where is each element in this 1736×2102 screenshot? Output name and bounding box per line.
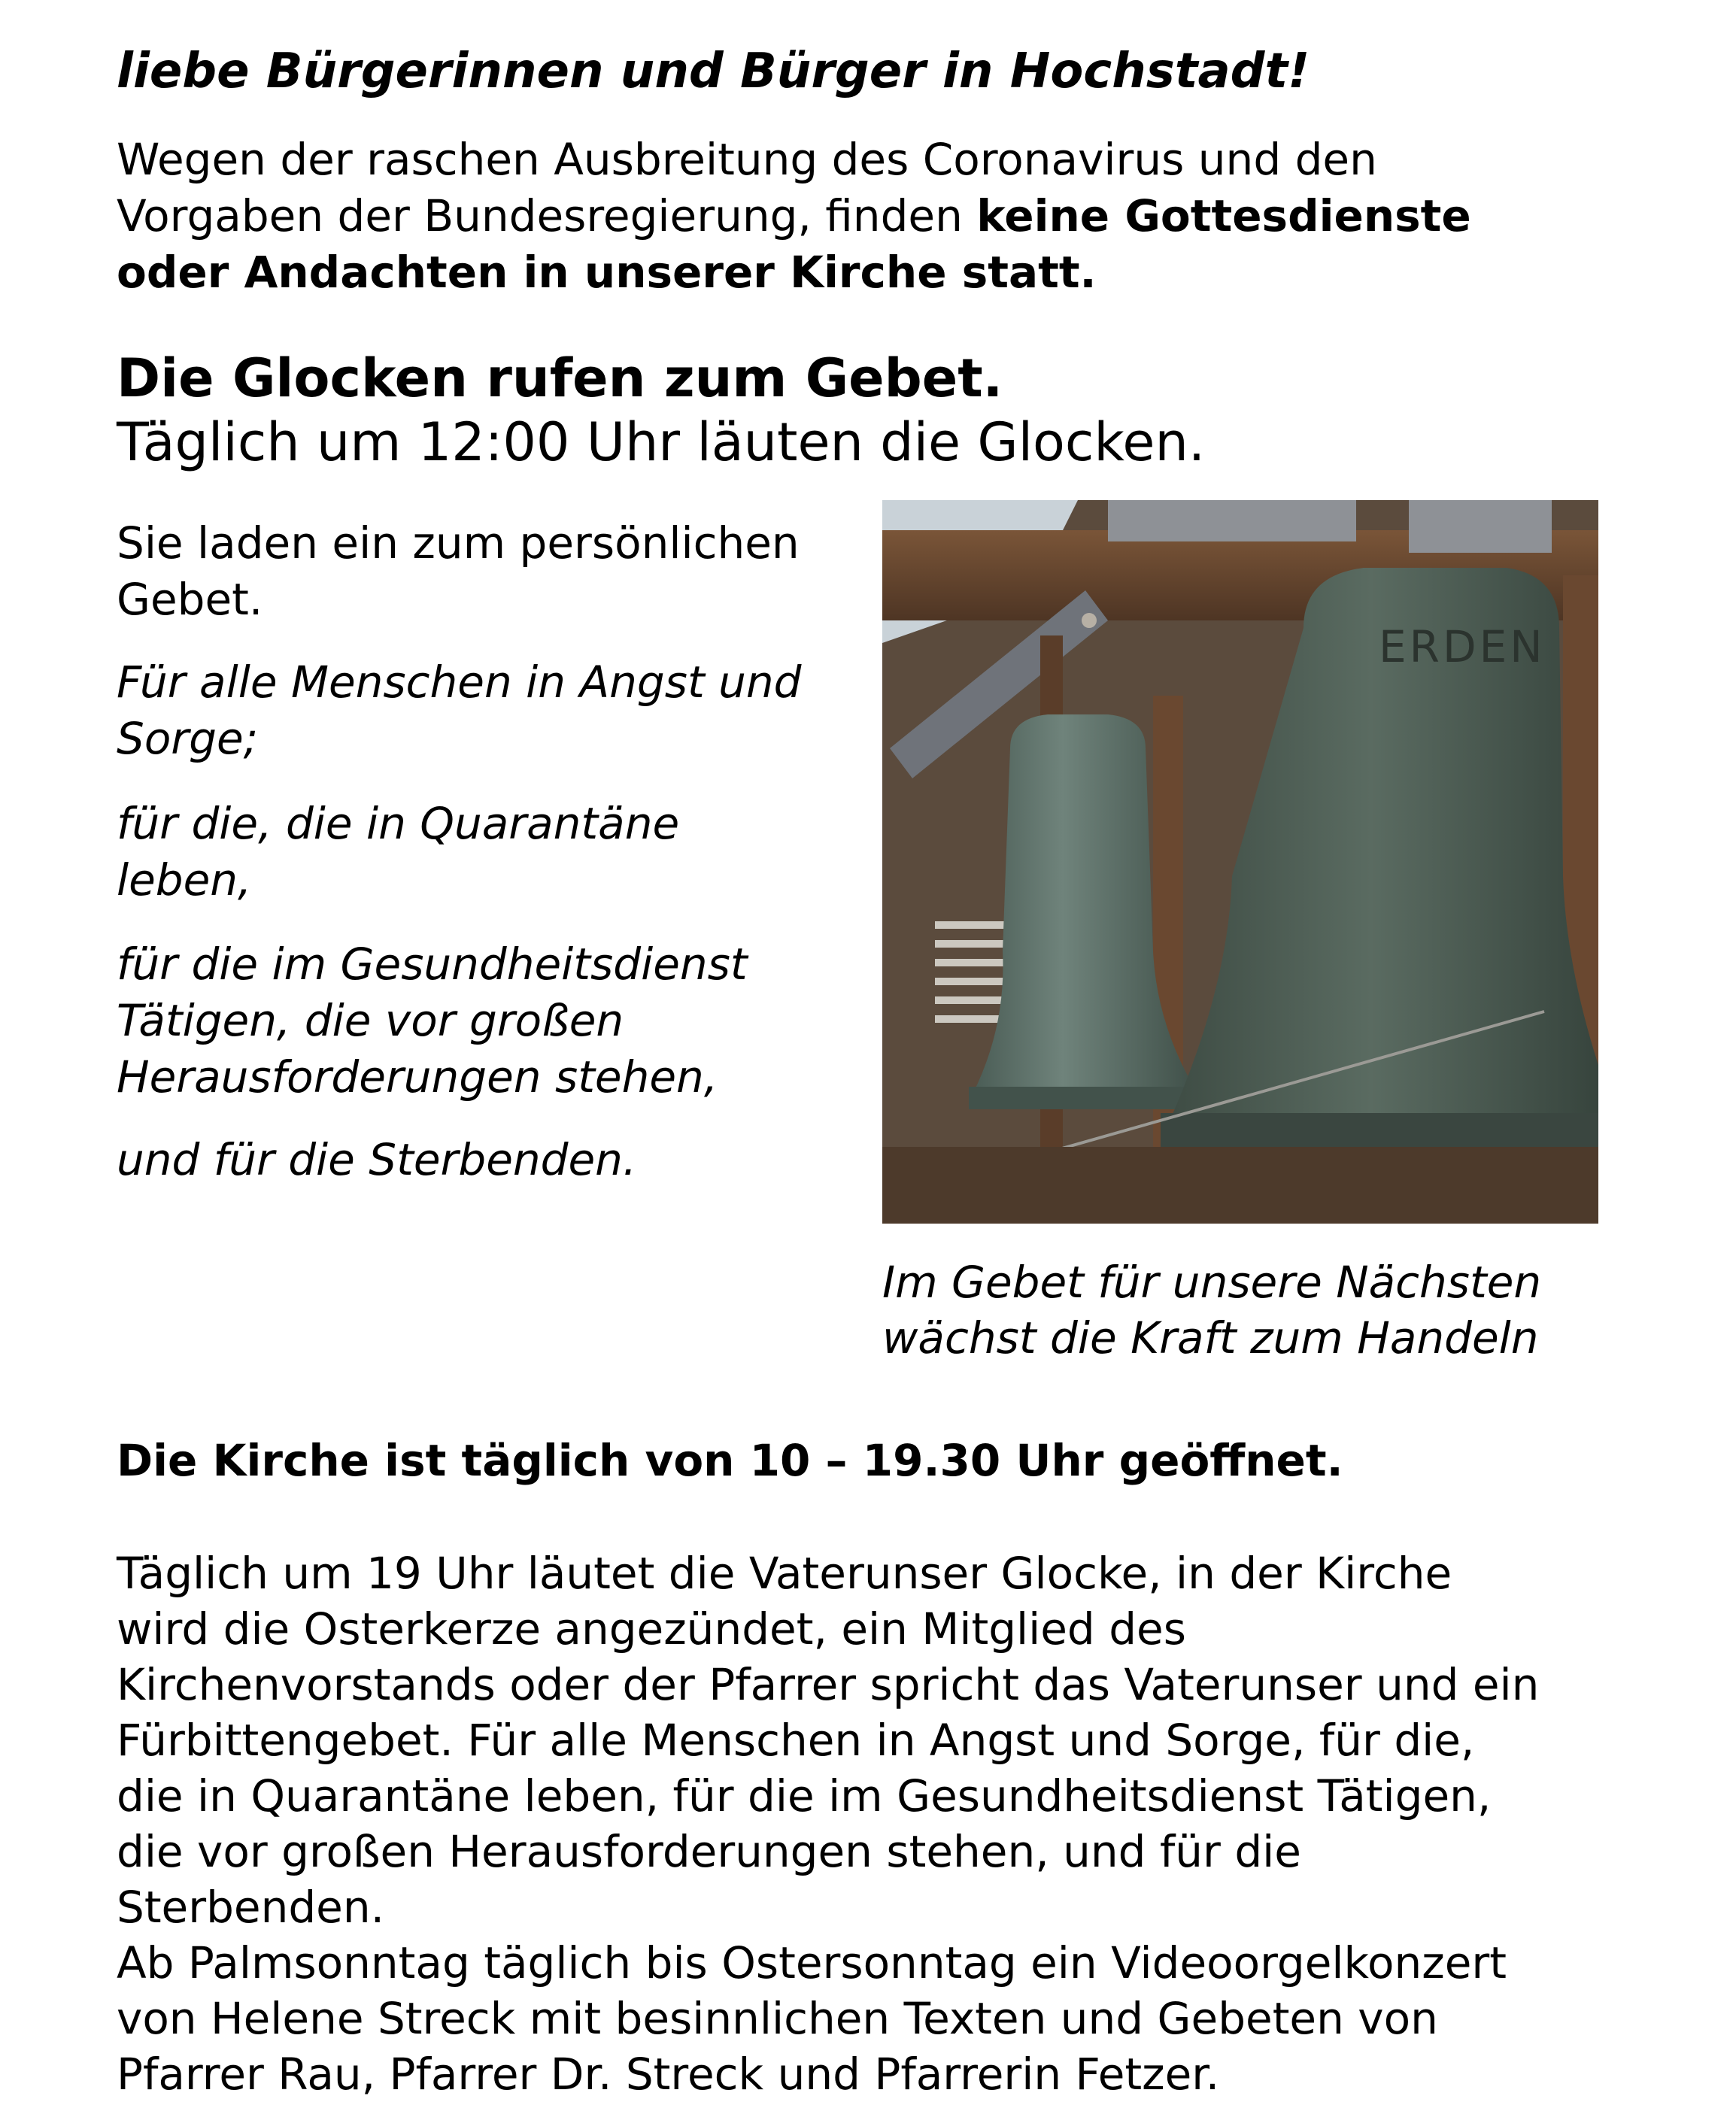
bells-subheading: Täglich um 12:00 Uhr läuten die Glocken.	[117, 411, 1206, 473]
intro-bold-text: keine Gottesdienste	[976, 190, 1471, 241]
body-line: die in Quarantäne leben, für die im Gesundheitsdienst Tätigen,	[117, 1770, 1492, 1821]
photo-caption	[882, 1254, 1541, 1366]
body-line: von Helene Streck mit besinnlichen Texten und Gebeten von	[117, 1993, 1438, 2044]
body-line: die vor großen Herausforderungen stehen, und für die	[117, 1826, 1301, 1877]
caption-line: Im Gebet für unsere Nächsten	[882, 1257, 1542, 1308]
intro-line	[117, 188, 1471, 244]
prayer-line: Herausforderungen stehen,	[117, 1051, 718, 1103]
intro-paragraph	[117, 132, 1471, 301]
prayer-intention	[117, 796, 679, 908]
prayer-line: für die im Gesundheitsdienst	[117, 939, 748, 990]
greeting-heading: liebe Bürgerinnen und Bürger in Hochstadt!	[117, 44, 1310, 99]
prayer-intention	[117, 1132, 636, 1188]
church-bells-photo	[882, 500, 1598, 1224]
prayer-line: Gebet.	[117, 574, 263, 625]
caption-line: wächst die Kraft zum Handeln	[882, 1312, 1539, 1363]
prayer-line: Sie laden ein zum persönlichen	[117, 517, 800, 569]
prayer-intention	[117, 936, 748, 1106]
intro-line	[117, 244, 1471, 301]
prayer-line: für die, die in Quarantäne	[117, 798, 680, 849]
bell-inscription: ERDEN	[1379, 621, 1546, 672]
prayer-line: Sorge;	[117, 713, 259, 764]
body-line: Sterbenden.	[117, 1882, 385, 1933]
intro-line: Wegen der raschen Ausbreitung des Coronavirus und den	[117, 134, 1377, 185]
body-line: Kirchenvorstands oder der Pfarrer spricht das Vaterunser und ein	[117, 1659, 1540, 1710]
prayer-line: Tätigen, die vor großen	[117, 995, 624, 1046]
prayer-invitation	[117, 515, 800, 628]
body-paragraph	[117, 1545, 1539, 2102]
body-line: wird die Osterkerze angezündet, ein Mitglied des	[117, 1603, 1186, 1655]
prayer-line: und für die Sterbenden.	[117, 1134, 637, 1185]
body-line: Pfarrer Rau, Pfarrer Dr. Streck und Pfarrerin Fetzer.	[117, 2049, 1220, 2100]
body-line: Fürbittengebet. Für alle Menschen in Angst und Sorge, für die,	[117, 1715, 1475, 1766]
intro-bold-text: oder Andachten in unserer Kirche statt.	[117, 247, 1097, 298]
prayer-line: leben,	[117, 854, 252, 905]
bells-heading: Die Glocken rufen zum Gebet.	[117, 347, 1003, 409]
prayer-intention	[117, 654, 801, 767]
body-line: Täglich um 19 Uhr läutet die Vaterunser Glocke, in der Kirche	[117, 1548, 1452, 1599]
intro-text: Vorgaben der Bundesregierung, finden	[117, 190, 977, 241]
body-line: Ab Palmsonntag täglich bis Ostersonntag ein Videoorgelkonzert	[117, 1937, 1507, 1988]
opening-hours: Die Kirche ist täglich von 10 – 19.30 Uhr geöffnet.	[117, 1435, 1343, 1486]
prayer-line: Für alle Menschen in Angst und	[117, 657, 802, 708]
